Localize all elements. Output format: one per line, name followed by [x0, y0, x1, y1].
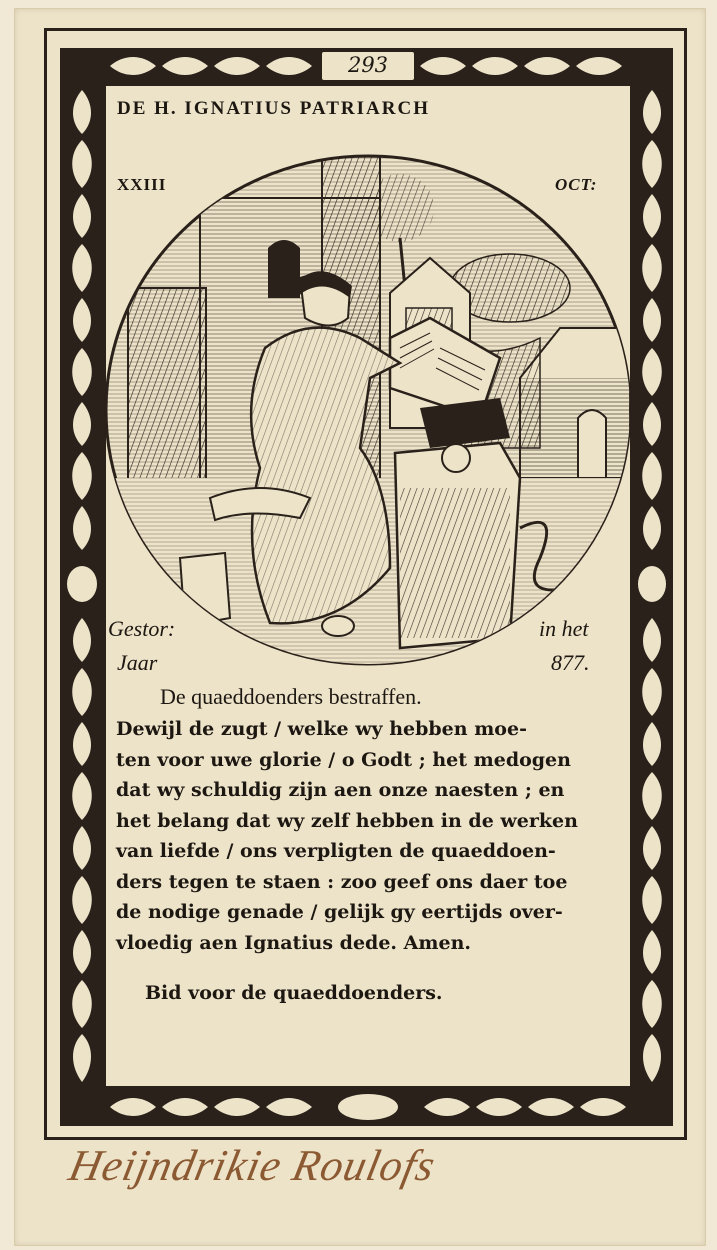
prayer-line: het belang dat wy zelf hebben in de werken: [116, 809, 578, 832]
leaf-ornament-left-icon: [60, 84, 104, 1088]
page-number: 293: [320, 50, 416, 82]
prayer-line: dat wy schuldig zijn aen onze naesten ; en: [116, 779, 565, 801]
engraving-medallion: [100, 148, 640, 678]
handwritten-signature: Heijndrikie Roulofs: [64, 1141, 441, 1190]
year-label: Jaar: [117, 650, 158, 675]
saint-title: DE H. IGNATIUS PATRIARCH: [117, 98, 430, 119]
death-label: Gestor:: [108, 616, 176, 641]
prayer-line: ten voor uwe glorie / o Godt ; het medogen: [116, 748, 571, 771]
death-year: 877.: [551, 650, 590, 675]
leaf-ornament-bottom-icon: [104, 1090, 632, 1124]
prayer-line: ders tegen te staen : zoo geef ons daer toe: [116, 870, 568, 893]
prayer-line: vloedig aen Ignatius dede. Amen.: [116, 931, 472, 954]
death-label-in-het: in het: [539, 616, 589, 641]
prayer-line: van liefde / ons verpligten de quaeddoen-: [116, 840, 556, 862]
feast-month: OCT:: [555, 175, 598, 194]
prayer-line: Dewijl de zugt / welke wy hebben moe-: [116, 718, 527, 740]
prayer-line: de nodige genade / gelijk gy eertijds over-: [116, 901, 563, 923]
prayer-text: [116, 714, 616, 958]
closing-intention: Bid voor de quaeddoenders.: [145, 982, 443, 1004]
feast-day: XXIII: [117, 175, 167, 194]
prayer-heading: De quaeddoenders bestraffen.: [160, 684, 422, 709]
